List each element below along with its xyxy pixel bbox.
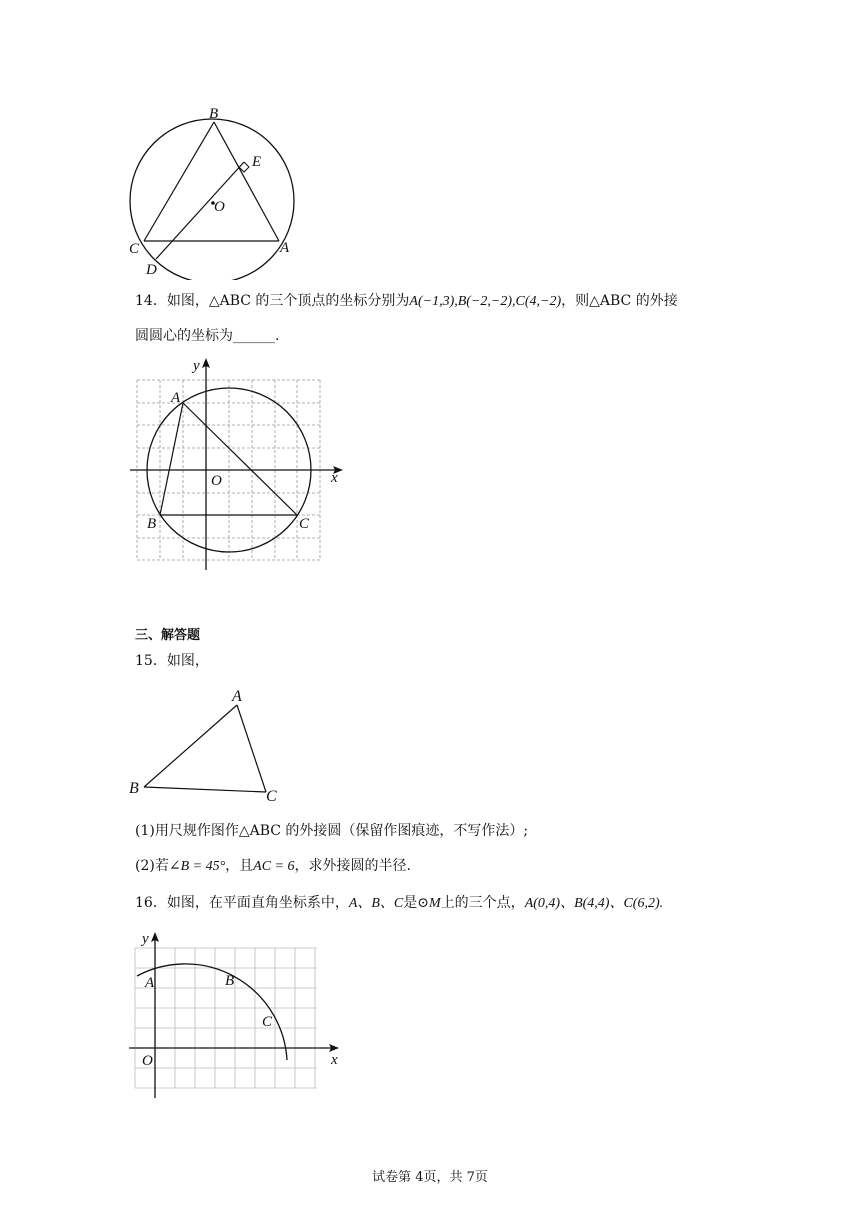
label-y: y bbox=[142, 931, 149, 947]
q15-part2-mid: ，且 bbox=[225, 858, 254, 874]
label-O: O bbox=[211, 473, 222, 489]
q14-line2 bbox=[135, 326, 279, 346]
label-B: B bbox=[147, 516, 157, 532]
section-title: 三、解答题 bbox=[135, 628, 201, 643]
grid bbox=[135, 948, 317, 1088]
side-AB bbox=[144, 705, 237, 787]
q15-ac: AC = 6 bbox=[253, 859, 295, 874]
q14-line1 bbox=[135, 291, 678, 312]
figure-coordinate-grid-circle bbox=[125, 352, 355, 574]
label-O: O bbox=[142, 1053, 153, 1069]
label-D: D bbox=[146, 262, 157, 278]
label-A: A bbox=[232, 688, 242, 705]
label-A: A bbox=[171, 390, 181, 406]
figure-coordinate-grid-arc bbox=[125, 924, 355, 1104]
q14-line1-suffix: ，则△ABC 的外接 bbox=[561, 293, 678, 309]
q16-prefix: 16．如图，在平面直角坐标系中， bbox=[135, 895, 349, 911]
q15-part2-prefix: (2)若 bbox=[135, 858, 169, 874]
q16-mid: 是⊙ bbox=[403, 895, 430, 911]
label-A: A bbox=[280, 240, 290, 256]
label-E: E bbox=[252, 154, 262, 170]
label-B: B bbox=[129, 780, 139, 797]
label-x: x bbox=[331, 470, 338, 486]
label-O: O bbox=[214, 199, 225, 215]
label-C: C bbox=[299, 516, 310, 532]
label-y: y bbox=[193, 358, 200, 374]
side-BA bbox=[214, 122, 279, 241]
q16-circle: M bbox=[429, 896, 441, 911]
side-AC bbox=[237, 705, 266, 792]
q15-part1: (1)用尺规作图作△ABC 的外接圆（保留作图痕迹，不写作法）; bbox=[135, 823, 529, 839]
page-footer: 试卷第 4页，共 7页 bbox=[372, 1170, 488, 1185]
circumcircle bbox=[130, 119, 294, 280]
q16-mid2: 上的三个点， bbox=[440, 895, 525, 911]
side-BC bbox=[144, 122, 214, 241]
segment-DE bbox=[156, 162, 244, 259]
label-A: A bbox=[145, 975, 155, 991]
q15-angle: ∠B = 45° bbox=[168, 859, 226, 874]
label-C: C bbox=[266, 788, 277, 805]
q14-line2-text: 圆圆心的坐标为______. bbox=[135, 328, 280, 344]
label-B: B bbox=[225, 973, 235, 989]
q16-points: A、B、C bbox=[348, 896, 404, 911]
figure-triangle-abc bbox=[125, 680, 295, 805]
q16-line bbox=[135, 893, 663, 914]
q14-coords: A(−1,3),B(−2,−2),C(4,−2) bbox=[409, 294, 562, 309]
q15-part2-suffix: ，求外接圆的半径. bbox=[294, 858, 411, 874]
label-x: x bbox=[331, 1052, 338, 1068]
q16-coords: A(0,4)、B(4,4)、C(6,2). bbox=[524, 896, 664, 911]
q15-part2 bbox=[135, 856, 411, 877]
label-C: C bbox=[129, 241, 140, 257]
side-BC bbox=[144, 787, 266, 792]
q15-stem: 15．如图， bbox=[135, 653, 209, 669]
circle-arc bbox=[137, 964, 287, 1060]
label-B: B bbox=[209, 106, 219, 122]
label-C: C bbox=[262, 1014, 273, 1030]
figure-circle-triangle bbox=[120, 100, 320, 280]
side-AC bbox=[183, 403, 297, 515]
q14-line1-prefix: 14．如图，△ABC 的三个顶点的坐标分别为 bbox=[135, 293, 410, 309]
